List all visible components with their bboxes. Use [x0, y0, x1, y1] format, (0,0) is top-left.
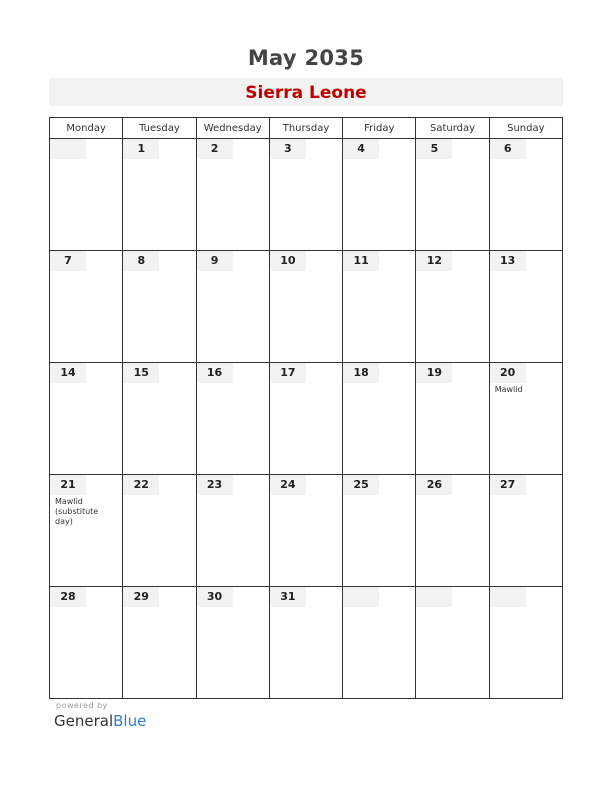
day-header	[343, 475, 415, 495]
day-header	[197, 587, 269, 607]
weekday-sunday: Sunday	[489, 118, 562, 139]
day-cell[interactable]	[123, 251, 196, 363]
day-cell[interactable]	[416, 587, 489, 699]
day-header	[197, 475, 269, 495]
day-header	[270, 251, 342, 271]
day-header	[270, 587, 342, 607]
day-number: 12	[416, 251, 452, 271]
generalblue-logo[interactable]	[54, 712, 146, 730]
day-header	[490, 475, 562, 495]
day-header	[343, 251, 415, 271]
day-number: 27	[490, 475, 526, 495]
weekday-thursday: Thursday	[269, 118, 342, 139]
day-header	[197, 251, 269, 271]
day-header	[270, 139, 342, 159]
weekday-header-row	[50, 118, 563, 139]
week-row	[50, 139, 563, 251]
brand-general: General	[54, 712, 114, 730]
day-cell[interactable]	[50, 587, 123, 699]
day-cell[interactable]	[50, 475, 123, 587]
day-cell[interactable]	[343, 363, 416, 475]
day-number: 3	[270, 139, 306, 159]
day-cell[interactable]	[123, 139, 196, 251]
day-header	[490, 363, 562, 383]
day-cell[interactable]	[416, 475, 489, 587]
day-cell[interactable]	[489, 475, 562, 587]
day-number: 21	[50, 475, 86, 495]
day-header	[123, 587, 195, 607]
day-number	[343, 587, 379, 607]
calendar-grid	[49, 117, 563, 699]
day-cell[interactable]	[489, 139, 562, 251]
day-cell[interactable]	[416, 251, 489, 363]
day-number: 30	[197, 587, 233, 607]
day-cell[interactable]	[123, 587, 196, 699]
day-cell[interactable]	[343, 587, 416, 699]
week-row	[50, 587, 563, 699]
day-number: 22	[123, 475, 159, 495]
day-number: 8	[123, 251, 159, 271]
day-number: 17	[270, 363, 306, 383]
day-header	[343, 587, 415, 607]
day-cell[interactable]	[196, 251, 269, 363]
day-cell[interactable]	[489, 587, 562, 699]
day-number: 19	[416, 363, 452, 383]
day-cell[interactable]	[416, 139, 489, 251]
day-number: 1	[123, 139, 159, 159]
day-cell[interactable]	[50, 139, 123, 251]
day-cell[interactable]	[50, 363, 123, 475]
holiday-label: Mawlid	[494, 385, 523, 394]
day-cell[interactable]	[343, 139, 416, 251]
day-header	[490, 139, 562, 159]
weekday-wednesday: Wednesday	[196, 118, 269, 139]
day-number: 20	[490, 363, 526, 383]
day-header	[50, 139, 122, 159]
day-number: 6	[490, 139, 526, 159]
day-cell[interactable]	[196, 139, 269, 251]
day-header	[50, 587, 122, 607]
day-cell[interactable]	[269, 587, 342, 699]
day-cell[interactable]	[196, 363, 269, 475]
day-number	[416, 587, 452, 607]
powered-by-label: powered by	[56, 701, 108, 710]
week-row	[50, 363, 563, 475]
day-number: 23	[197, 475, 233, 495]
day-cell[interactable]	[123, 475, 196, 587]
day-number: 13	[490, 251, 526, 271]
day-cell[interactable]	[123, 363, 196, 475]
weekday-tuesday: Tuesday	[123, 118, 196, 139]
day-number: 7	[50, 251, 86, 271]
day-header	[123, 363, 195, 383]
day-header	[197, 363, 269, 383]
day-cell[interactable]	[343, 475, 416, 587]
day-header	[416, 139, 488, 159]
day-header	[490, 251, 562, 271]
day-header	[123, 139, 195, 159]
day-cell[interactable]	[269, 475, 342, 587]
day-cell[interactable]	[196, 475, 269, 587]
day-cell[interactable]	[50, 251, 123, 363]
day-number: 4	[343, 139, 379, 159]
day-cell[interactable]	[269, 363, 342, 475]
day-number: 16	[197, 363, 233, 383]
day-header	[416, 251, 488, 271]
day-header	[343, 139, 415, 159]
day-header	[50, 251, 122, 271]
day-number: 26	[416, 475, 452, 495]
day-header	[490, 587, 562, 607]
week-row	[50, 251, 563, 363]
weekday-friday: Friday	[343, 118, 416, 139]
country-name: Sierra Leone	[245, 83, 367, 103]
day-header	[416, 587, 488, 607]
day-number: 25	[343, 475, 379, 495]
day-number: 28	[50, 587, 86, 607]
day-header	[197, 139, 269, 159]
day-number: 31	[270, 587, 306, 607]
week-row	[50, 475, 563, 587]
day-number: 18	[343, 363, 379, 383]
brand-blue: Blue	[113, 712, 147, 730]
day-number: 14	[50, 363, 86, 383]
day-number: 9	[197, 251, 233, 271]
day-cell[interactable]	[416, 363, 489, 475]
country-banner	[49, 78, 563, 106]
day-header	[50, 475, 122, 495]
day-number	[50, 139, 86, 159]
page-title: May 2035	[247, 46, 365, 70]
day-cell[interactable]	[489, 251, 562, 363]
day-cell[interactable]	[489, 363, 562, 475]
day-number: 5	[416, 139, 452, 159]
day-number	[490, 587, 526, 607]
day-cell[interactable]	[269, 251, 342, 363]
holiday-label: Mawlid (substitute day)	[55, 497, 99, 526]
day-header	[343, 363, 415, 383]
day-cell[interactable]	[269, 139, 342, 251]
weekday-monday: Monday	[50, 118, 123, 139]
day-header	[416, 475, 488, 495]
day-header	[50, 363, 122, 383]
day-cell[interactable]	[343, 251, 416, 363]
day-number: 15	[123, 363, 159, 383]
day-header	[123, 251, 195, 271]
day-header	[270, 363, 342, 383]
day-number: 2	[197, 139, 233, 159]
day-cell[interactable]	[196, 587, 269, 699]
day-number: 11	[343, 251, 379, 271]
weekday-saturday: Saturday	[416, 118, 489, 139]
day-header	[123, 475, 195, 495]
day-number: 29	[123, 587, 159, 607]
day-number: 10	[270, 251, 306, 271]
day-header	[416, 363, 488, 383]
day-number: 24	[270, 475, 306, 495]
day-header	[270, 475, 342, 495]
